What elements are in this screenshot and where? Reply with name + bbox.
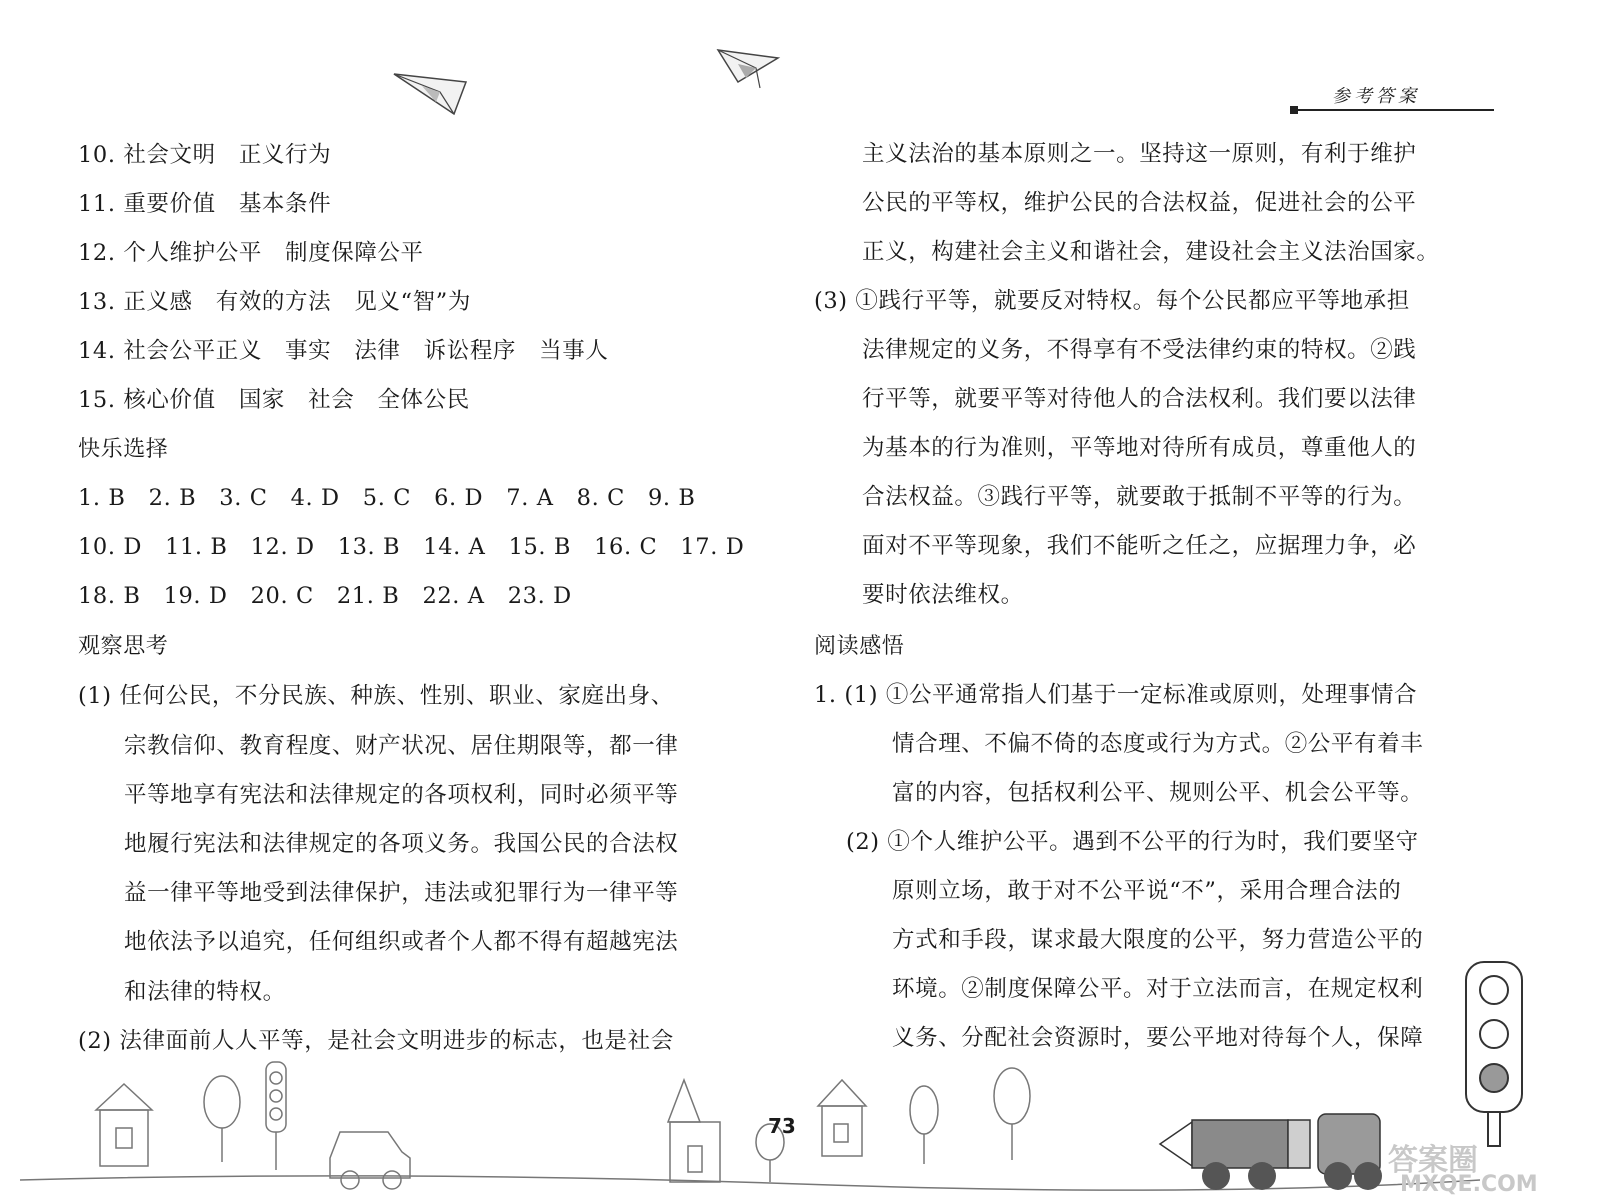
left-line-q2: (2) 法律面前人人平等，是社会文明进步的标志，也是社会 — [78, 1028, 674, 1054]
right-line-1: 主义法治的基本原则之一。坚持这一原则，有利于维护 — [862, 141, 1417, 167]
right-line-2: 公民的平等权，维护公民的合法权益，促进社会的公平 — [862, 190, 1417, 216]
header-rule — [1298, 109, 1494, 111]
left-line-answers-1: 1. B 2. B 3. C 4. D 5. C 6. D 7. A 8. C 9. B — [78, 485, 696, 511]
right-line-q3-cont-3: 为基本的行为准则，平等地对待所有成员，尊重他人的 — [862, 435, 1417, 461]
left-line-1: 10. 社会文明 正义行为 — [78, 142, 332, 168]
bottom-doodle-strip — [0, 1040, 1600, 1204]
right-line-q3-cont-5: 面对不平等现象，我们不能听之任之，应据理力争，必 — [862, 533, 1417, 559]
paper-plane-left-icon — [392, 70, 472, 118]
left-line-q1-cont-4: 益一律平等地受到法律保护，违法或犯罪行为一律平等 — [124, 880, 679, 906]
left-line-2: 11. 重要价值 基本条件 — [78, 191, 332, 217]
page-number: 73 — [768, 1114, 796, 1138]
left-line-3: 12. 个人维护公平 制度保障公平 — [78, 240, 424, 266]
left-line-4: 13. 正义感 有效的方法 见义“智”为 — [78, 289, 471, 315]
left-line-q1: (1) 任何公民，不分民族、种族、性别、职业、家庭出身、 — [78, 683, 674, 709]
left-line-q1-cont-6: 和法律的特权。 — [124, 979, 286, 1005]
header-rule-marker — [1290, 106, 1298, 114]
right-line-r2-cont-3: 环境。②制度保障公平。对于立法而言，在规定权利 — [892, 976, 1424, 1002]
right-line-3: 正义，构建社会主义和谐社会，建设社会主义法治国家。 — [862, 239, 1440, 265]
left-line-q1-cont-1: 宗教信仰、教育程度、财产状况、居住期限等，都一律 — [124, 733, 679, 759]
left-line-q1-cont-3: 地履行宪法和法律规定的各项义务。我国公民的合法权 — [124, 831, 679, 857]
right-line-q3-cont-2: 行平等，就要平等对待他人的合法权利。我们要以法律 — [862, 386, 1417, 412]
left-line-q1-cont-5: 地依法予以追究，任何组织或者个人都不得有超越宪法 — [124, 929, 679, 955]
left-line-q1-cont-2: 平等地享有宪法和法律规定的各项权利，同时必须平等 — [124, 782, 679, 808]
section-heading-observe-think: 观察思考 — [78, 634, 169, 659]
left-line-6: 15. 核心价值 国家 社会 全体公民 — [78, 387, 470, 413]
section-header-label: 参考答案 — [1332, 86, 1420, 107]
right-line-r2-cont-4: 义务、分配社会资源时，要公平地对待每个人，保障 — [892, 1025, 1424, 1051]
section-heading-happy-choice: 快乐选择 — [78, 437, 169, 462]
paper-plane-right-icon — [716, 48, 780, 90]
right-line-q3-cont-1: 法律规定的义务，不得享有不受法律约束的特权。②践 — [862, 337, 1417, 363]
right-line-q3-cont-4: 合法权益。③践行平等，就要敢于抵制不平等的行为。 — [862, 484, 1417, 510]
right-line-r2-cont-2: 方式和手段，谋求最大限度的公平，努力营造公平的 — [892, 927, 1424, 953]
watermark-logo: 答案圈 — [1388, 1143, 1478, 1178]
right-line-r2: (2) ①个人维护公平。遇到不公平的行为时，我们要坚守 — [846, 829, 1419, 855]
left-line-answers-2: 10. D 11. B 12. D 13. B 14. A 15. B 16. C 17. D — [78, 534, 745, 560]
section-heading-reading-insight: 阅读感悟 — [814, 634, 905, 659]
left-line-answers-3: 18. B 19. D 20. C 21. B 22. A 23. D — [78, 583, 572, 609]
right-line-r1-cont-1: 情合理、不偏不倚的态度或行为方式。②公平有着丰 — [892, 731, 1424, 757]
right-line-q3: (3) ①践行平等，就要反对特权。每个公民都应平等地承担 — [814, 288, 1410, 314]
left-line-5: 14. 社会公平正义 事实 法律 诉讼程序 当事人 — [78, 338, 609, 364]
right-line-q3-cont-6: 要时依法维权。 — [862, 582, 1024, 608]
right-line-r1-cont-2: 富的内容，包括权利公平、规则公平、机会公平等。 — [892, 780, 1424, 806]
watermark-url: MXQE.COM — [1400, 1172, 1538, 1197]
right-line-r2-cont-1: 原则立场，敢于对不公平说“不”，采用合理合法的 — [892, 878, 1402, 904]
right-line-r1: 1. (1) ①公平通常指人们基于一定标准或原则，处理事情合 — [814, 682, 1418, 708]
